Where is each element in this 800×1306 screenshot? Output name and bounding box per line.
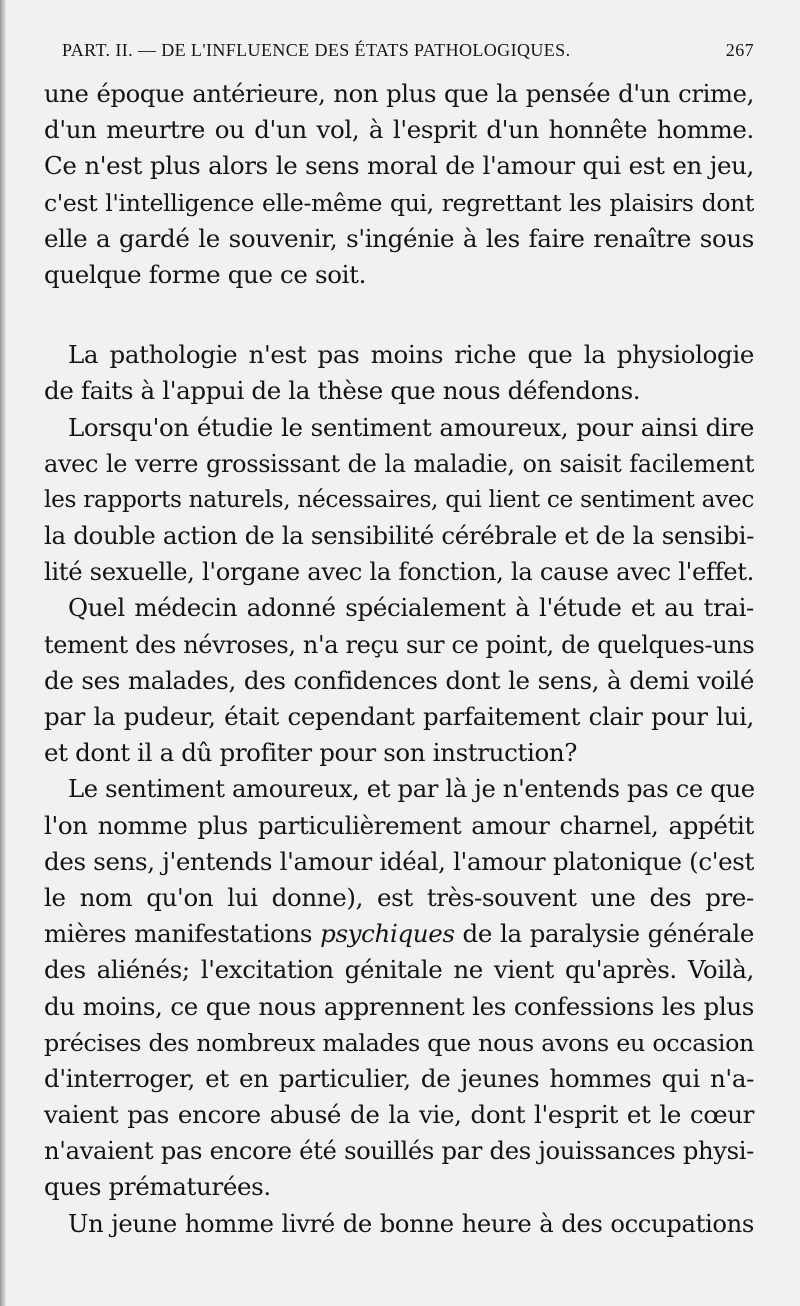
text-line: c'est l'intelligence elle-même qui, regrettant les plaisirs dont <box>44 188 754 217</box>
text-line: de ses malades, des confidences dont le sens, à demi voilé <box>44 665 754 695</box>
text-line: tement des névroses, n'a reçu sur ce point, de quelques-uns <box>44 630 755 659</box>
text-line: du moins, ce que nous apprennent les confessions les plus <box>44 991 754 1021</box>
text-line: elle a gardé le souvenir, s'ingénie à les faire renaître sous <box>44 223 754 253</box>
text-line: le nom qu'on lui donne), est très-souvent une des pre- <box>44 882 754 912</box>
text-line: les rapports naturels, nécessaires, qui lient ce sentiment avec <box>44 485 754 513</box>
paragraph-gap <box>44 293 754 337</box>
body-text <box>44 76 754 1242</box>
text-line: Le sentiment amoureux, et par là je n'entends pas ce que <box>68 774 755 804</box>
text-line: Quel médecin adonné spécialement à l'étude et au trai- <box>68 593 754 623</box>
text-line: une époque antérieure, non plus que la pensée d'un crime, <box>44 79 754 108</box>
text-line: lité sexuelle, l'organe avec la fonction, la cause avec l'effet. <box>44 557 754 587</box>
text-line: avec le verre grossissant de la maladie, on saisit facilement <box>44 449 754 478</box>
text-line: des aliénés; l'excitation génitale ne vient qu'après. Voilà, <box>44 955 754 985</box>
text-line: Lorsqu'on étudie le sentiment amoureux, pour ainsi dire <box>68 412 754 442</box>
text-line: précises des nombreux malades que nous avons eu occasion <box>44 1028 754 1057</box>
text-line: l'on nomme plus particulièrement amour charnel, appétit <box>44 810 754 840</box>
text-line: quelque forme que ce soit. <box>44 259 367 289</box>
text-line: d'un meurtre ou d'un vol, à l'esprit d'un honnête homme. <box>44 115 754 145</box>
text-line <box>44 916 754 952</box>
italic-word: psychiques <box>320 919 455 949</box>
text-line: et dont il a dû profiter pour son instruction? <box>44 738 578 768</box>
text-line: la double action de la sensibilité cérébrale et de la sensibi- <box>44 521 754 551</box>
text-line: Un jeune homme livré de bonne heure à des occupations <box>68 1208 754 1238</box>
running-head-title: PART. II. — DE L'INFLUENCE DES ÉTATS PATHOLOGIQUES. <box>62 40 571 60</box>
text-line: par la pudeur, était cependant parfaitement clair pour lui, <box>44 702 754 731</box>
running-head <box>62 36 754 66</box>
text-line: ques prématurées. <box>44 1172 271 1202</box>
text-segment: mières manifestations <box>44 919 321 949</box>
text-line: de faits à l'appui de la thèse que nous défendons. <box>44 376 641 406</box>
text-line: des sens, j'entends l'amour idéal, l'amour platonique (c'est <box>44 846 754 876</box>
text-line: d'interroger, et en particulier, de jeunes hommes qui n'a- <box>44 1063 754 1093</box>
text-segment: de la paralysie générale <box>454 919 754 949</box>
text-line: n'avaient pas encore été souillés par des jouissances physi- <box>44 1136 754 1166</box>
page-number: 267 <box>725 40 754 60</box>
text-line: vaient pas encore abusé de la vie, dont l'esprit et le cœur <box>44 1100 754 1130</box>
text-line: La pathologie n'est pas moins riche que la physiologie <box>68 340 754 370</box>
text-line: Ce n'est plus alors le sens moral de l'amour qui est en jeu, <box>44 151 754 181</box>
